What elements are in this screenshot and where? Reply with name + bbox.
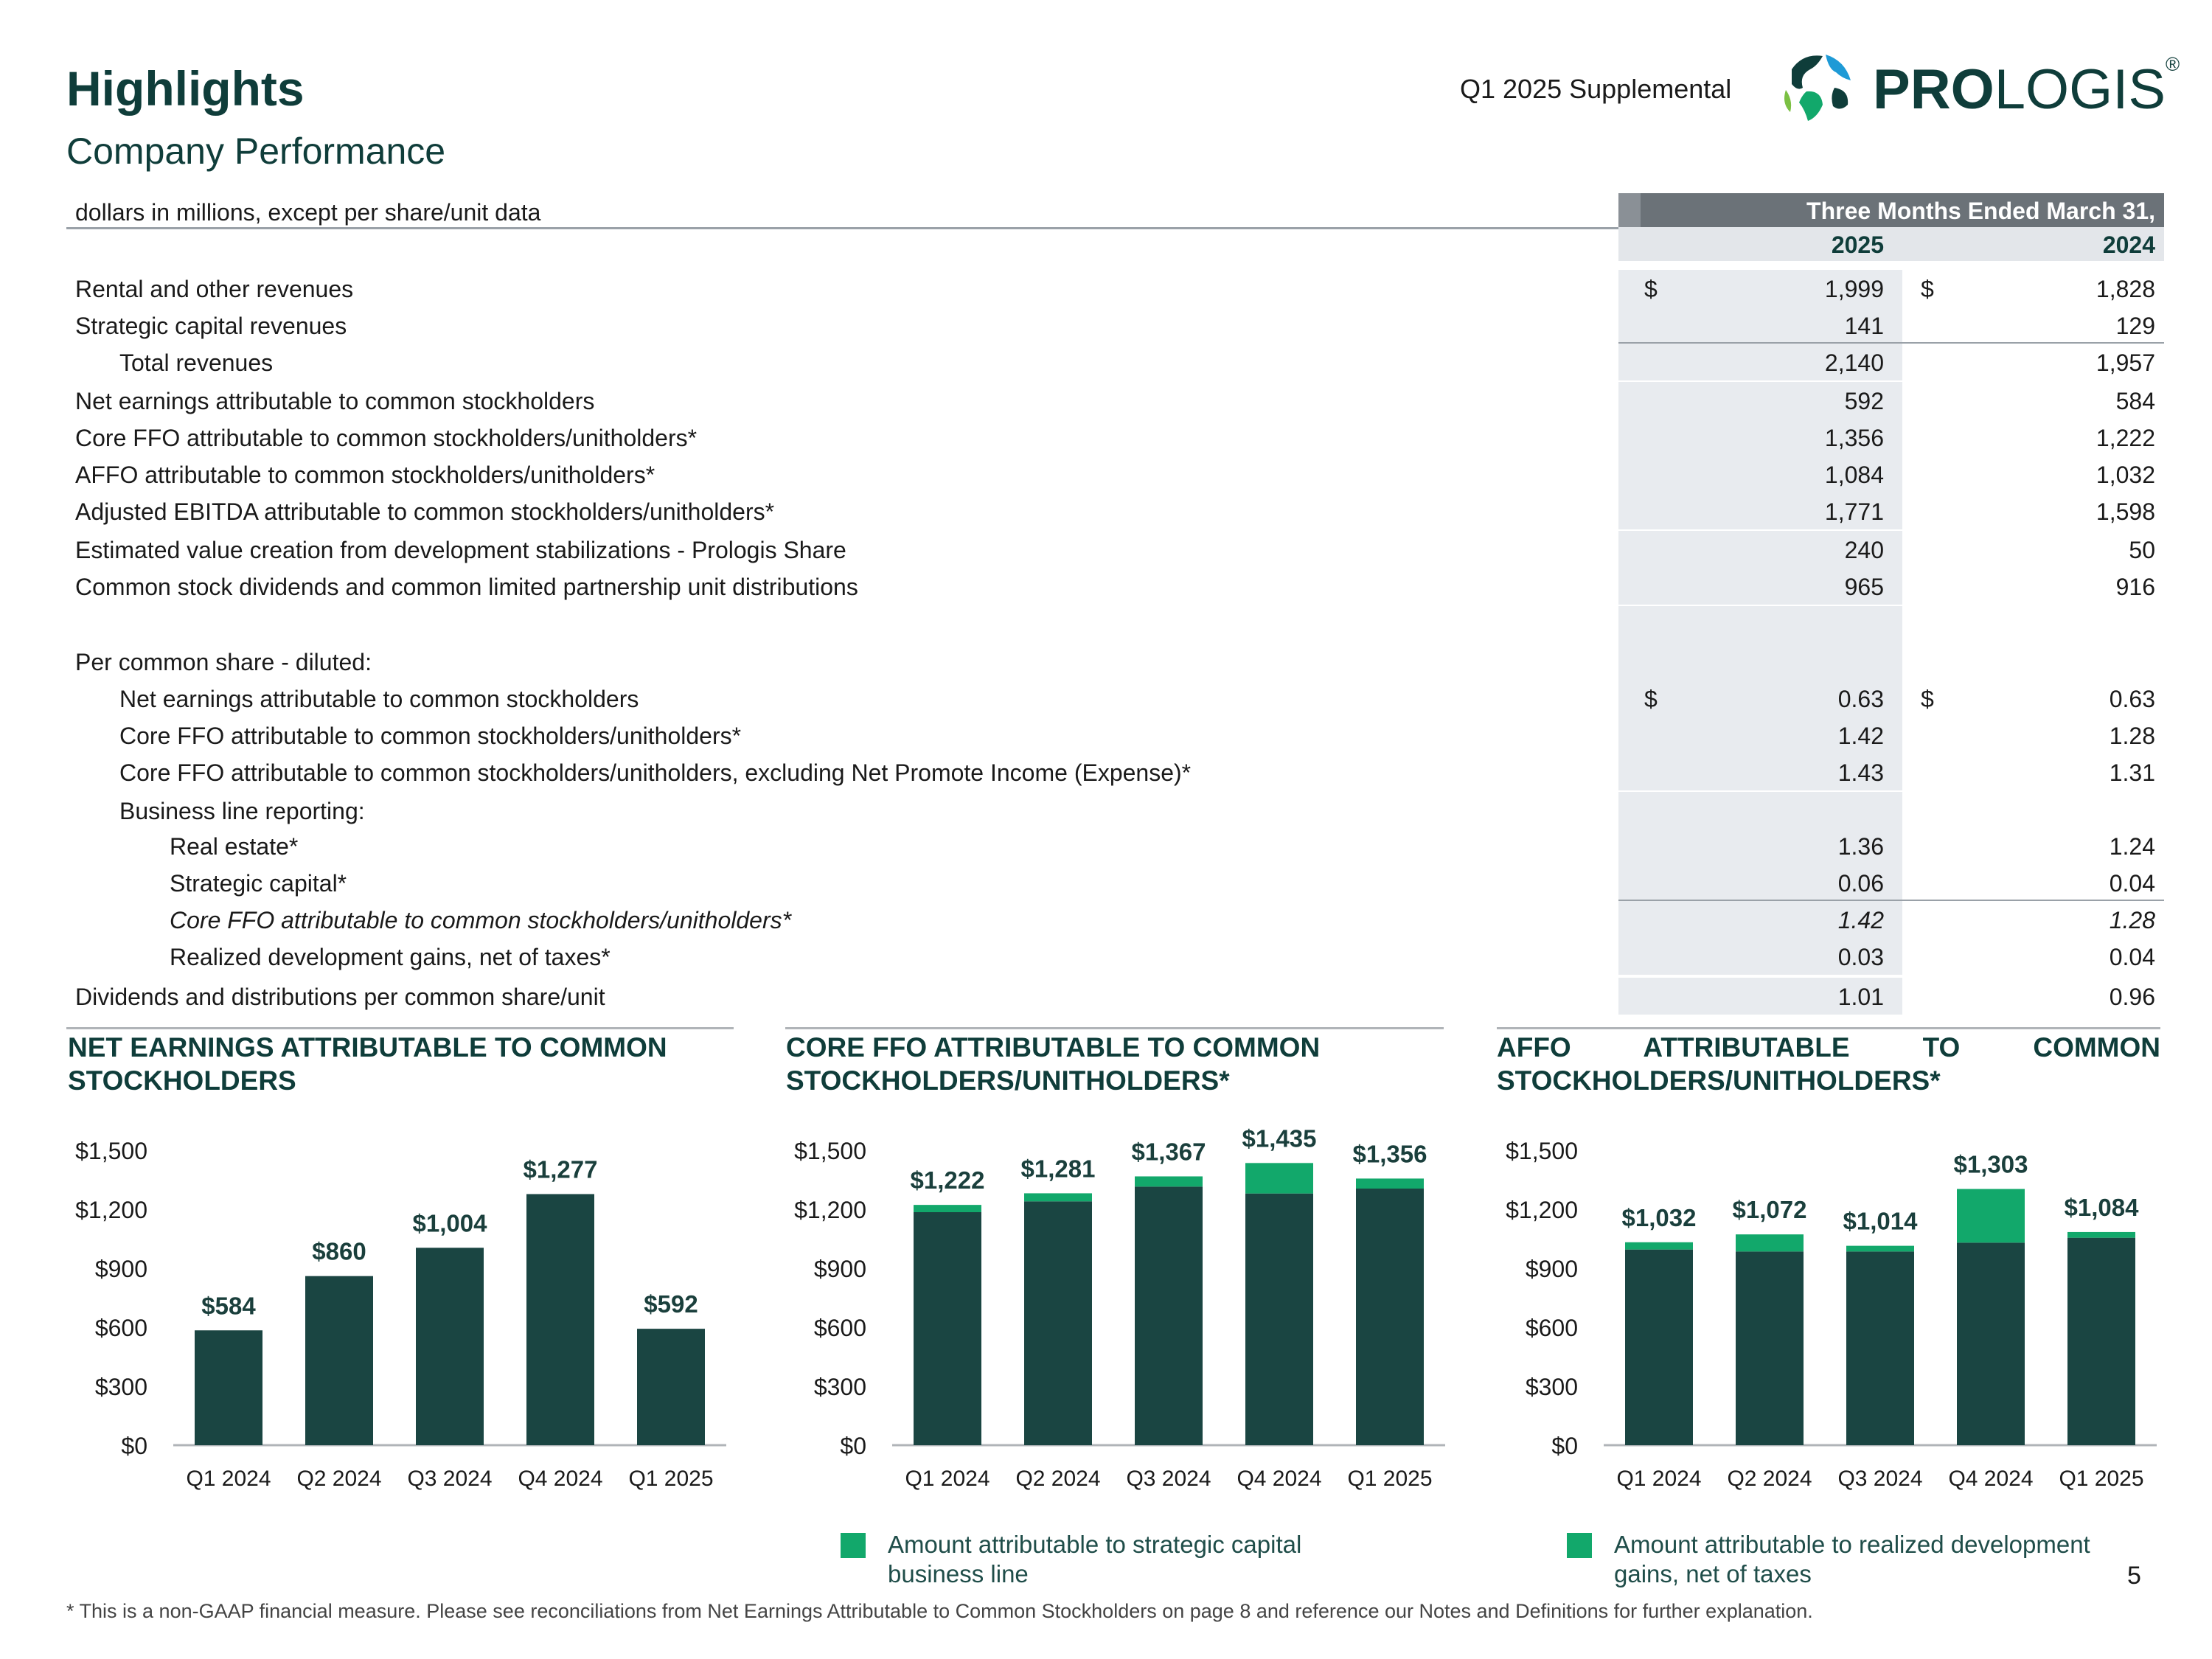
currency-symbol: $ — [1921, 276, 1934, 302]
row-label: Core FFO attributable to common stockholders/unitholders, excluding Net Promote Income (Expense)* — [119, 759, 1192, 786]
bar-segment-base — [416, 1248, 484, 1445]
chart-2-legend — [841, 1530, 1430, 1596]
chart-2-rule — [785, 1027, 1444, 1029]
x-tick-label: Q3 2024 — [407, 1467, 493, 1491]
row-label: Adjusted EBITDA attributable to common stockholders/unitholders* — [75, 498, 775, 525]
y-tick-label: $0 — [1551, 1433, 1578, 1459]
table-row — [66, 606, 2164, 643]
x-tick-label: Q1 2025 — [2059, 1467, 2144, 1491]
value-2024: 1,032 — [2096, 462, 2155, 488]
table-row — [66, 864, 2164, 901]
bar-segment-addon — [914, 1205, 981, 1212]
page-number: 5 — [2127, 1562, 2141, 1590]
logo-wordmark: PROLOGIS® — [1873, 53, 2180, 121]
table-row — [66, 792, 2164, 829]
bar-segment-base — [1846, 1251, 1914, 1445]
x-tick-label: Q1 2025 — [628, 1467, 714, 1491]
value-2024: 1.24 — [2109, 833, 2155, 860]
bar-segment-addon — [1846, 1246, 1914, 1252]
bar-segment-base — [914, 1212, 981, 1445]
bar-segment-base — [2067, 1238, 2135, 1445]
row-label: Core FFO attributable to common stockholders/unitholders* — [170, 907, 792, 933]
value-2025: 1,084 — [1824, 462, 1884, 488]
value-2024: 0.96 — [2109, 984, 2155, 1010]
data-label: $1,367 — [1131, 1138, 1206, 1166]
y-tick-label: $900 — [94, 1256, 147, 1282]
legend-swatch — [841, 1533, 866, 1558]
value-2025: 1.42 — [1837, 907, 1884, 933]
table-row — [66, 938, 2164, 975]
row-label: Net earnings attributable to common stockholders — [75, 388, 595, 414]
x-tick-label: Q4 2024 — [1948, 1467, 2034, 1491]
table-row — [66, 531, 2164, 568]
row-label: Dividends and distributions per common share/unit — [75, 984, 605, 1010]
value-2024: 1.28 — [2109, 723, 2155, 749]
value-2025: 1.42 — [1837, 723, 1884, 749]
col-2024-header: 2024 — [2102, 232, 2155, 258]
value-2024: 1,828 — [2096, 276, 2155, 302]
table-row — [66, 643, 2164, 680]
x-tick-label: Q3 2024 — [1126, 1467, 1211, 1491]
col-2025-shade — [1618, 643, 1902, 680]
x-tick-label: Q4 2024 — [518, 1467, 603, 1491]
prologis-logo — [1777, 44, 2190, 133]
legend-label: Amount attributable to strategic capital business line — [888, 1531, 1302, 1587]
value-2024: 1,957 — [2096, 349, 2155, 376]
bar-segment-addon — [1625, 1242, 1693, 1250]
currency-symbol: $ — [1921, 686, 1934, 712]
value-2025: 240 — [1844, 537, 1884, 563]
row-label: Common stock dividends and common limited partnership unit distributions — [75, 574, 858, 600]
y-tick-label: $900 — [1525, 1256, 1578, 1282]
row-label: Realized development gains, net of taxes* — [170, 944, 611, 970]
data-label: $1,356 — [1352, 1140, 1427, 1168]
x-tick-label: Q4 2024 — [1237, 1467, 1322, 1491]
value-2025: 0.63 — [1837, 686, 1884, 712]
data-label: $860 — [312, 1237, 366, 1265]
data-label: $1,084 — [2064, 1193, 2139, 1221]
row-label: Strategic capital revenues — [75, 313, 347, 339]
page-subtitle: Company Performance — [66, 131, 446, 172]
value-2025: 1,356 — [1824, 425, 1884, 451]
data-label: $1,435 — [1242, 1124, 1317, 1152]
x-tick-label: Q1 2024 — [186, 1467, 271, 1491]
net-earnings-chart — [59, 1121, 737, 1504]
col-2025-header: 2025 — [1831, 232, 1884, 258]
y-tick-label: $1,500 — [1506, 1138, 1578, 1164]
data-label: $1,004 — [412, 1209, 487, 1237]
currency-symbol: $ — [1644, 276, 1658, 302]
bar-segment-addon — [1356, 1178, 1424, 1189]
value-2024: 50 — [2129, 537, 2155, 563]
y-tick-label: $1,200 — [794, 1197, 866, 1223]
y-tick-label: $0 — [840, 1433, 866, 1459]
bar-segment-base — [1356, 1189, 1424, 1445]
row-label: Real estate* — [170, 833, 299, 860]
value-2024: 584 — [2115, 388, 2155, 414]
value-2024: 1,222 — [2096, 425, 2155, 451]
table-row — [66, 382, 2164, 419]
table-row — [66, 307, 2164, 344]
y-tick-label: $300 — [813, 1374, 866, 1400]
y-tick-label: $600 — [1525, 1315, 1578, 1341]
data-label: $1,277 — [523, 1155, 598, 1183]
table-row — [66, 901, 2164, 938]
row-label: Business line reporting: — [119, 798, 365, 824]
bar-segment-addon — [1024, 1193, 1092, 1201]
table-row — [66, 717, 2164, 754]
bar-segment-base — [305, 1276, 373, 1445]
y-tick-label: $300 — [94, 1374, 147, 1400]
table-row — [66, 754, 2164, 790]
core-ffo-chart — [778, 1121, 1456, 1504]
data-label: $1,072 — [1732, 1196, 1807, 1224]
affo-chart — [1489, 1121, 2168, 1504]
y-tick-label: $300 — [1525, 1374, 1578, 1400]
data-label: $584 — [201, 1292, 256, 1320]
supplemental-label: Q1 2025 Supplemental — [1460, 74, 1732, 104]
data-label: $1,303 — [1953, 1150, 2028, 1178]
bar-segment-base — [637, 1329, 705, 1445]
bar-segment-base — [1625, 1250, 1693, 1445]
value-2025: 141 — [1844, 313, 1884, 339]
value-2025: 1,999 — [1824, 276, 1884, 302]
footnote: * This is a non-GAAP financial measure. Please see reconciliations from Net Earnings Attributable to Common Stockholders on page 8 and reference our Notes and Definitions for further explanation. — [66, 1600, 1813, 1622]
value-2024: 0.04 — [2109, 944, 2155, 970]
bar-segment-base — [1135, 1186, 1203, 1445]
row-label: Estimated value creation from development stabilizations - Prologis Share — [75, 537, 846, 563]
bar-segment-base — [1245, 1194, 1313, 1445]
table-row — [66, 680, 2164, 717]
row-label: Core FFO attributable to common stockholders/unitholders* — [75, 425, 698, 451]
value-2025: 965 — [1844, 574, 1884, 600]
y-tick-label: $600 — [94, 1315, 147, 1341]
currency-symbol: $ — [1644, 686, 1658, 712]
bar-segment-addon — [1957, 1189, 2025, 1243]
value-2025: 2,140 — [1824, 349, 1884, 376]
row-label: Core FFO attributable to common stockholders/unitholders* — [119, 723, 742, 749]
bar-segment-base — [195, 1330, 262, 1445]
value-2025: 1.36 — [1837, 833, 1884, 860]
col-2025-shade — [1618, 792, 1902, 829]
header-rule — [66, 227, 1618, 229]
x-tick-label: Q2 2024 — [1015, 1467, 1101, 1491]
units-label: dollars in millions, except per share/unit data — [75, 199, 541, 226]
value-2025: 1,771 — [1824, 498, 1884, 525]
value-2025: 592 — [1844, 388, 1884, 414]
value-2025: 1.43 — [1837, 759, 1884, 786]
chart-1-title: NET EARNINGS ATTRIBUTABLE TO COMMON STOCKHOLDERS — [68, 1032, 667, 1096]
y-tick-label: $0 — [121, 1433, 147, 1459]
table-row — [66, 270, 2164, 307]
value-2024: 916 — [2115, 574, 2155, 600]
table-row — [66, 978, 2164, 1015]
row-label: AFFO attributable to common stockholders/unitholders* — [75, 462, 655, 488]
table-row — [66, 827, 2164, 864]
row-label: Rental and other revenues — [75, 276, 354, 302]
y-tick-label: $1,200 — [1506, 1197, 1578, 1223]
data-label: $1,032 — [1621, 1203, 1697, 1231]
table-row — [66, 568, 2164, 605]
legend-swatch — [1567, 1533, 1592, 1558]
value-2024: 0.63 — [2109, 686, 2155, 712]
value-2024: 1.31 — [2109, 759, 2155, 786]
bar-segment-base — [1957, 1242, 2025, 1445]
y-tick-label: $1,500 — [794, 1138, 866, 1164]
table-row — [66, 344, 2164, 380]
data-label: $1,014 — [1843, 1207, 1918, 1235]
data-label: $1,281 — [1020, 1155, 1096, 1183]
x-tick-label: Q3 2024 — [1837, 1467, 1923, 1491]
row-label: Net earnings attributable to common stockholders — [119, 686, 639, 712]
value-2025: 0.06 — [1837, 870, 1884, 897]
table-row — [66, 493, 2164, 529]
y-tick-label: $900 — [813, 1256, 866, 1282]
data-label: $592 — [644, 1290, 698, 1318]
year-header — [1618, 227, 2164, 261]
y-tick-label: $600 — [813, 1315, 866, 1341]
chart-2-title: CORE FFO ATTRIBUTABLE TO COMMON STOCKHOLDERS/UNITHOLDERS* — [786, 1032, 1321, 1096]
row-label: Total revenues — [119, 349, 274, 376]
legend-label: Amount attributable to realized development gains, net of taxes — [1614, 1531, 2090, 1587]
chart-1-rule — [66, 1027, 734, 1029]
col-2025-shade — [1618, 606, 1902, 643]
row-label: Strategic capital* — [170, 870, 347, 897]
table-row — [66, 456, 2164, 493]
bar-segment-base — [1736, 1251, 1804, 1445]
bar-segment-addon — [2067, 1232, 2135, 1238]
data-label: $1,222 — [910, 1166, 985, 1194]
globe-icon — [1777, 47, 1858, 128]
period-header: Three Months Ended March 31, — [1618, 193, 2164, 227]
chart-3-title: AFFO ATTRIBUTABLE TO COMMON STOCKHOLDERS/UNITHOLDERS* — [1497, 1032, 2160, 1096]
x-tick-label: Q1 2025 — [1347, 1467, 1433, 1491]
x-tick-label: Q2 2024 — [296, 1467, 382, 1491]
y-tick-label: $1,500 — [75, 1138, 147, 1164]
bar-segment-base — [526, 1194, 594, 1445]
page-title: Highlights — [66, 61, 305, 116]
bar-segment-addon — [1245, 1163, 1313, 1193]
row-label: Per common share - diluted: — [75, 649, 372, 675]
value-2024: 129 — [2115, 313, 2155, 339]
chart-3-rule — [1497, 1027, 2160, 1029]
period-header-accent — [1618, 193, 1641, 227]
bar-segment-base — [1024, 1201, 1092, 1445]
bar-segment-addon — [1135, 1176, 1203, 1186]
value-2025: 1.01 — [1837, 984, 1884, 1010]
value-2024: 1,598 — [2096, 498, 2155, 525]
table-row — [66, 419, 2164, 456]
value-2024: 1.28 — [2109, 907, 2155, 933]
value-2025: 0.03 — [1837, 944, 1884, 970]
value-2024: 0.04 — [2109, 870, 2155, 897]
chart-3-legend — [1567, 1530, 2157, 1596]
y-tick-label: $1,200 — [75, 1197, 147, 1223]
bar-segment-addon — [1736, 1234, 1804, 1251]
x-tick-label: Q1 2024 — [1616, 1467, 1702, 1491]
x-tick-label: Q1 2024 — [905, 1467, 990, 1491]
x-tick-label: Q2 2024 — [1727, 1467, 1812, 1491]
